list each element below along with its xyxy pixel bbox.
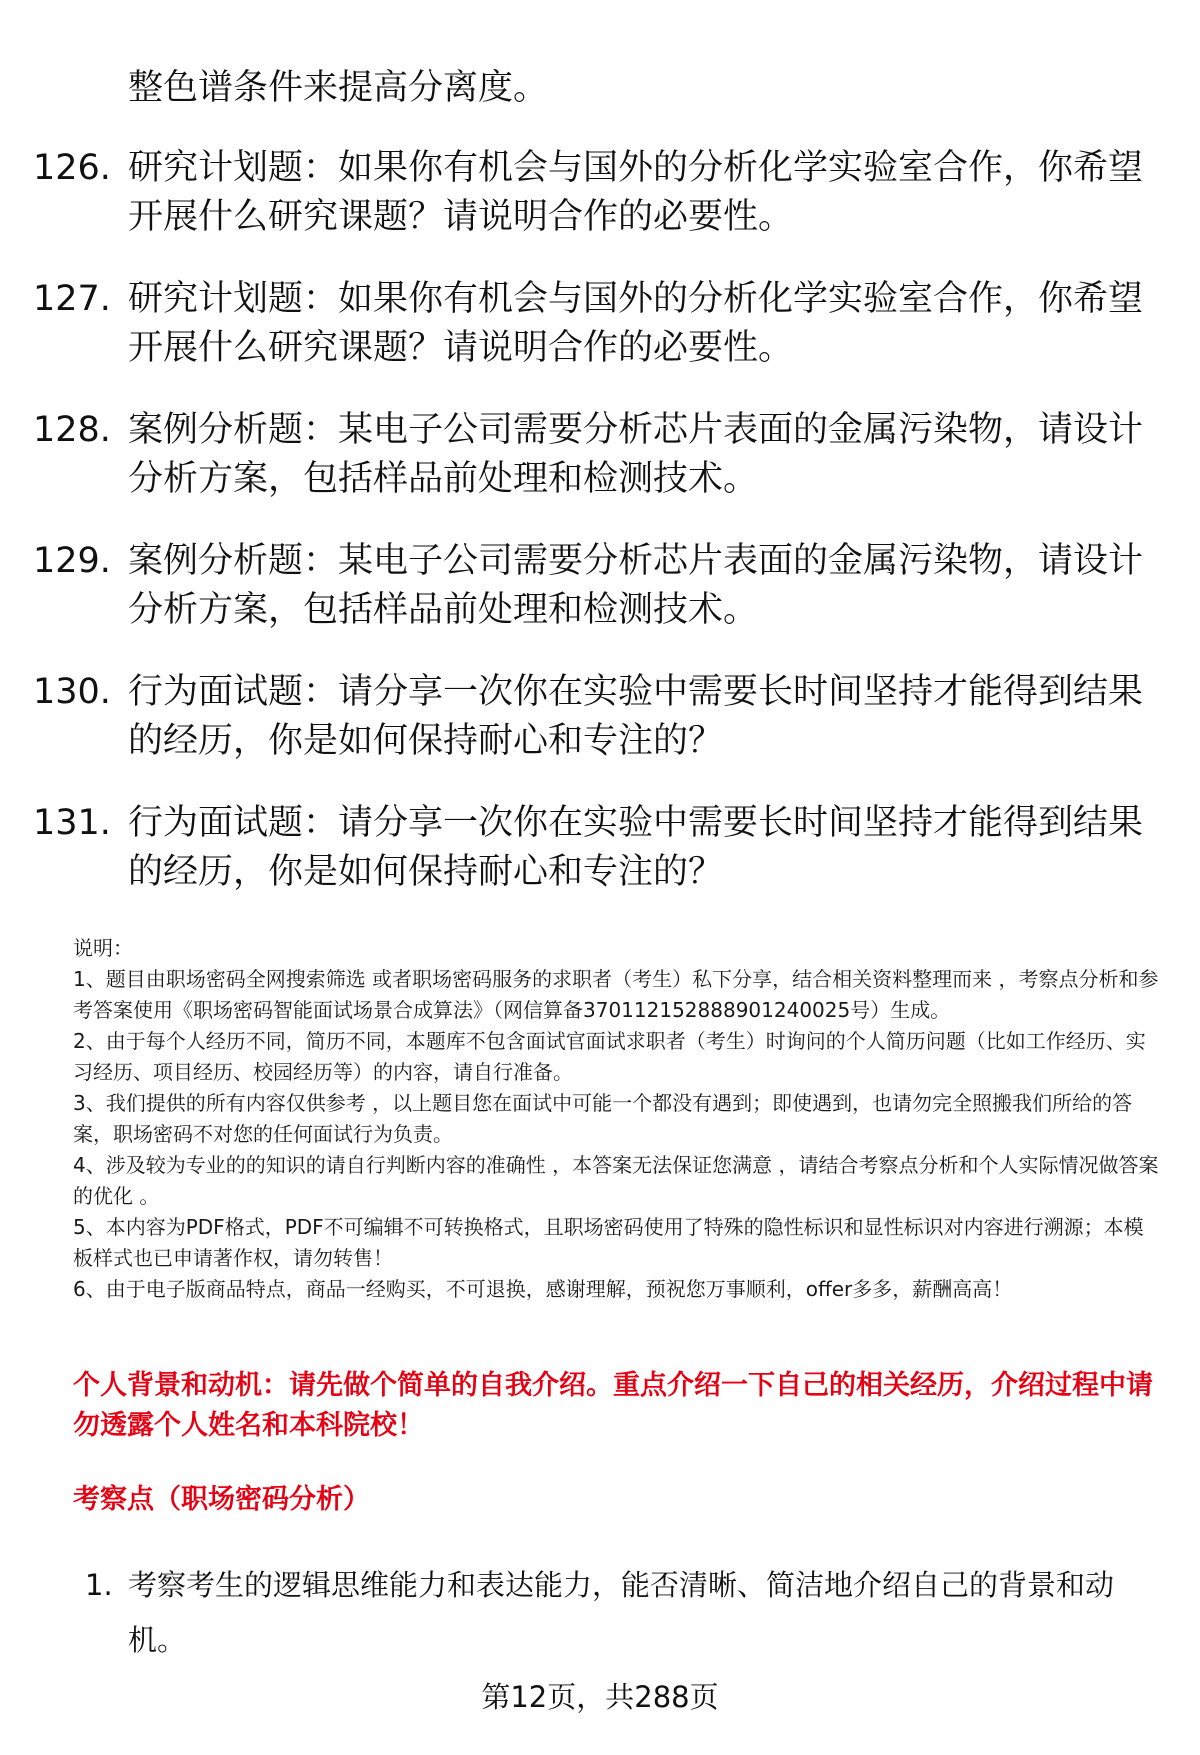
question-item [33, 144, 1173, 242]
question-text: 研究计划题：如果你有机会与国外的分析化学实验室合作，你希望开展什么研究课题？请说明合作的必要性。 [128, 148, 1144, 237]
question-text: 行为面试题：请分享一次你在实验中需要长时间坚持才能得到结果的经历，你是如何保持耐心和专注的？ [128, 803, 1144, 892]
point-text: 考察考生的逻辑思维能力和表达能力，能否清晰、简洁地介绍自己的背景和动机。 [128, 1568, 1115, 1657]
note-item: 5、本内容为PDF格式，PDF不可编辑不可转换格式，且职场密码使用了特殊的隐性标识和显性标识对内容进行溯源；本模板样式也已申请著作权，请勿转售！ [73, 1215, 1144, 1270]
question-item [33, 406, 1173, 504]
question-item [33, 275, 1173, 373]
analysis-point [85, 1558, 1165, 1668]
notes-title: 说明： [73, 936, 133, 960]
note-item: 1、题目由职场密码全网搜索筛选 或者职场密码服务的求职者（考生）私下分享，结合相关资料整理而来 ，考察点分析和参考答案使用《职场密码智能面试场景合成算法》（网信算备370112152888901240025号）生成。 [73, 967, 1159, 1022]
question-item [33, 799, 1173, 897]
question-text: 行为面试题：请分享一次你在实验中需要长时间坚持才能得到结果的经历，你是如何保持耐心和专注的？ [128, 672, 1144, 761]
question-number: 131. [33, 803, 111, 843]
question-text: 案例分析题：某电子公司需要分析芯片表面的金属污染物，请设计分析方案，包括样品前处理和检测技术。 [128, 410, 1144, 499]
note-item: 6、由于电子版商品特点，商品一经购买，不可退换，感谢理解，预祝您万事顺利，offer多多，薪酬高高！ [73, 1277, 1013, 1301]
question-item [33, 668, 1173, 766]
analysis-heading: 考察点（职场密码分析） [73, 1484, 370, 1515]
page-footer: 第12页，共288页 [481, 1680, 719, 1714]
note-item: 4、涉及较为专业的的知识的请自行判断内容的准确性 ，本答案无法保证您满意 ，请结合考察点分析和个人实际情况做答案的优化 。 [73, 1153, 1159, 1208]
question-number: 126. [33, 148, 111, 188]
question-number: 128. [33, 410, 111, 450]
question-number: 127. [33, 279, 111, 319]
note-item: 2、由于每个人经历不同，简历不同，本题库不包含面试官面试求职者（考生）时询问的个人简历问题（比如工作经历、实习经历、项目经历、校园经历等）的内容，请自行准备。 [73, 1029, 1146, 1084]
question-text: 研究计划题：如果你有机会与国外的分析化学实验室合作，你希望开展什么研究课题？请说明合作的必要性。 [128, 279, 1144, 368]
question-number: 130. [33, 672, 111, 712]
continued-text: 整色谱条件来提高分离度。 [128, 68, 549, 108]
question-text: 案例分析题：某电子公司需要分析芯片表面的金属污染物，请设计分析方案，包括样品前处理和检测技术。 [128, 541, 1144, 630]
point-number: 1. [85, 1568, 113, 1602]
question-item [33, 537, 1173, 635]
notes-section [73, 933, 1163, 1305]
question-number: 129. [33, 541, 111, 581]
note-item: 3、我们提供的所有内容仅供参考 ，以上题目您在面试中可能一个都没有遇到；即使遇到，也请勿完全照搬我们所给的答案，职场密码不对您的任何面试行为负责。 [73, 1091, 1133, 1146]
red-question-heading: 个人背景和动机：请先做个简单的自我介绍。重点介绍一下自己的相关经历，介绍过程中请勿透露个人姓名和本科院校！ [73, 1370, 1153, 1441]
